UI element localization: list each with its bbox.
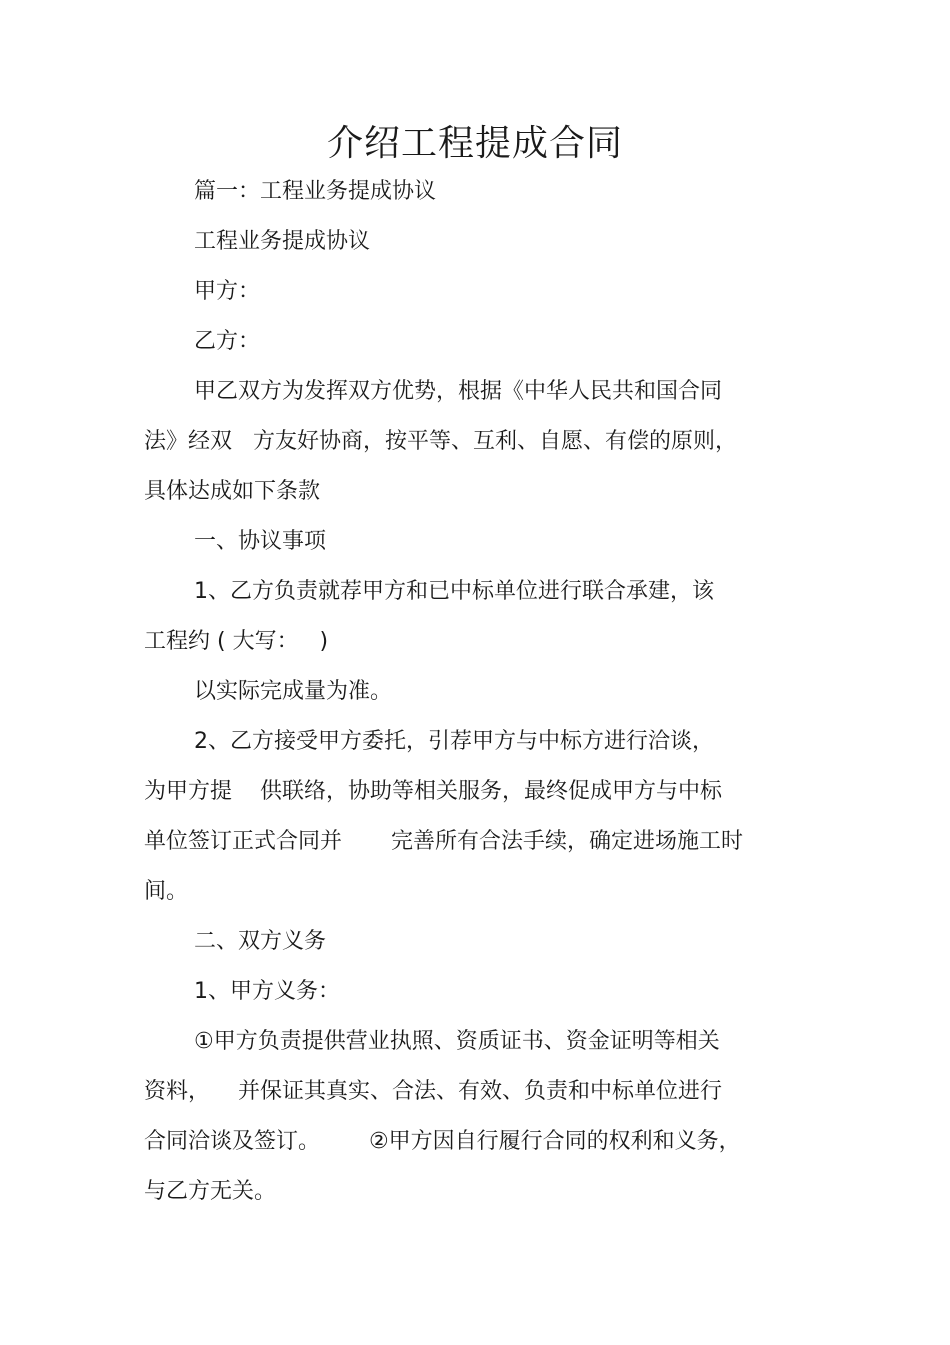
paragraph-line: 资料， 并保证其真实、合法、有效、负责和中标单位进行 [144, 1079, 722, 1104]
paragraph-line: 工程约 ( 大写： ) [144, 629, 329, 654]
clause-heading: 一、协议事项 [194, 529, 327, 554]
document-title: 介绍工程提成合同 [326, 123, 623, 164]
paragraph-line: 1、乙方负责就荐甲方和已中标单位进行联合承建，该 [194, 579, 714, 604]
paragraph-line: ①甲方负责提供营业执照、资质证书、资金证明等相关 [194, 1029, 720, 1054]
paragraph-line: 合同洽谈及签订。 ②甲方因自行履行合同的权利和义务， [144, 1129, 741, 1154]
agreement-subtitle: 工程业务提成协议 [194, 229, 371, 254]
sub-clause-heading: 1、甲方义务： [194, 979, 340, 1004]
section-heading: 篇一：工程业务提成协议 [194, 179, 437, 204]
paragraph-line: 甲乙双方为发挥双方优势，根据《中华人民共和国合同 [194, 379, 723, 404]
paragraph-line: 法》经双 方友好协商，按平等、互利、自愿、有偿的原则， [144, 429, 737, 454]
paragraph-line: 间。 [144, 879, 189, 904]
paragraph-line: 单位签订正式合同并 完善所有合法手续，确定进场施工时 [144, 829, 743, 854]
paragraph-line: 为甲方提 供联络，协助等相关服务，最终促成甲方与中标 [144, 779, 722, 804]
party-a-label: 甲方： [194, 279, 261, 304]
paragraph-line: 与乙方无关。 [144, 1179, 277, 1204]
clause-heading: 二、双方义务 [194, 929, 327, 954]
paragraph-line: 以实际完成量为准。 [194, 679, 393, 704]
party-b-label: 乙方： [194, 329, 261, 354]
paragraph-line: 2、乙方接受甲方委托，引荐甲方与中标方进行洽谈， [194, 729, 714, 754]
paragraph-line: 具体达成如下条款 [144, 479, 321, 504]
